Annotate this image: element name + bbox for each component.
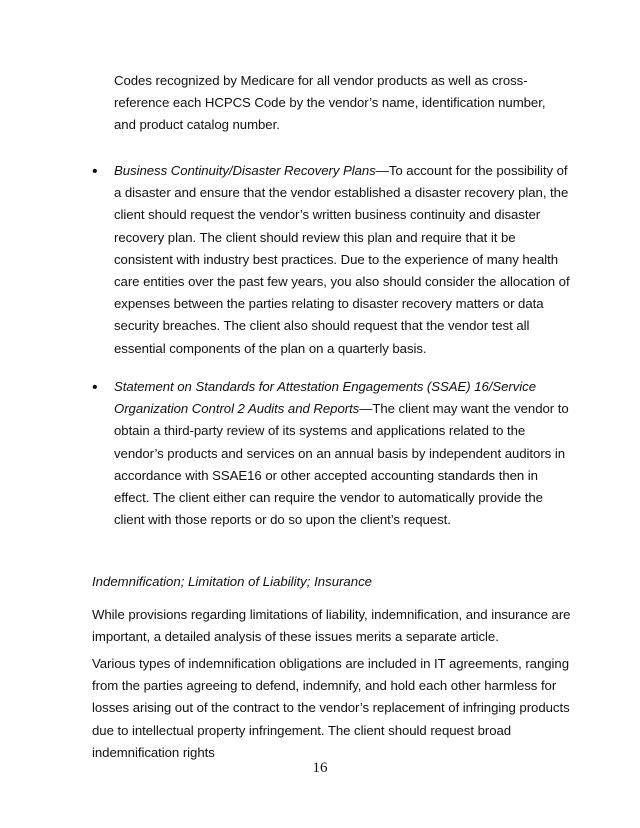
- page-number: 16: [312, 760, 328, 776]
- section-heading: Indemnification; Limitation of Liability; Insurance: [92, 574, 373, 589]
- bullet-text: —The client may want the vendor to obtain a third-party review of its systems and applications related to the vendor’s products and services on an annual basis by independent auditors in accordance with SSAE16 or other accepted accounting standards then in effect. The client either can require the vendor to automatically provide the client with those reports or do so upon the client’s request.: [114, 401, 569, 528]
- bullet-marker: •: [92, 379, 98, 396]
- body-paragraph: Various types of indemnification obligations are included in IT agreements, ranging from the parties agreeing to defend, indemnify, and hold each other harmless for losses arising out of the contract to the vendor’s replacement of infringing products due to intellectual property infringement. The client should request broad indemnification rights: [92, 656, 570, 760]
- bullet-marker: •: [92, 163, 98, 180]
- body-paragraph: While provisions regarding limitations of liability, indemnification, and insurance are important, a detailed analysis of these issues merits a separate article.: [92, 607, 571, 645]
- bullet-text: —To account for the possibility of a disaster and ensure that the vendor established a disaster recovery plan, the client should request the vendor’s written business continuity and disaster recovery plan. The client should review this plan and require that it be consistent with industry best practices. Due to the experience of many health care entities over the past few years, you also should consider the allocation of expenses between the parties relating to disaster recovery matters or data security breaches. The client also should request that the vendor test all essential components of the plan on a quarterly basis.: [114, 163, 570, 356]
- continuation-paragraph: Codes recognized by Medicare for all vendor products as well as cross-reference each HCPCS Code by the vendor’s name, identification number, and product catalog number.: [114, 73, 546, 133]
- bullet-title: Statement on Standards for Attestation Engagements (SSAE) 16/Service Organization Control 2 Audits and Reports: [114, 379, 537, 417]
- bullet-title: Business Continuity/Disaster Recovery Plans: [114, 163, 376, 178]
- bullet-ssae16: [114, 376, 570, 531]
- bullet-disaster-recovery: [114, 160, 570, 360]
